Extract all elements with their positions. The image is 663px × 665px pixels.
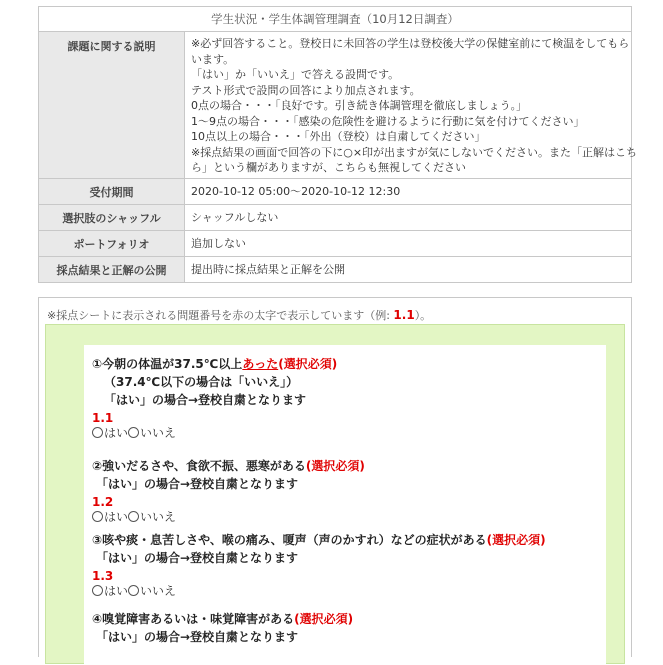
question-card [84, 345, 606, 665]
sheet-note [47, 307, 431, 323]
question-1-number: 1.1 [92, 411, 114, 425]
question-1-sub2: 「はい」の場合→登校自粛となります [104, 393, 307, 407]
question-panel [45, 324, 625, 664]
shuffle-value: シャッフルしない [191, 211, 279, 224]
sheet-note-example: 1.1 [393, 308, 415, 322]
option-no-label: いいえ [140, 426, 177, 440]
question-2 [92, 457, 365, 525]
sheet-note-prefix: ※採点シートに表示される問題番号を赤の太字で表示しています（例: [47, 309, 390, 322]
required-mark: (選択必須) [294, 612, 354, 626]
question-3-number: 1.3 [92, 569, 114, 583]
question-3-label: ③咳や痰・息苦しさや、喉の痛み、嗄声（声のかすれ）などの症状がある [92, 533, 487, 547]
portfolio-label: ポートフォリオ [39, 231, 185, 256]
question-1-highlight: あった [242, 357, 279, 371]
option-no-label: いいえ [140, 584, 177, 598]
description-line: ※採点結果の画面で回答の下に○×印が出ますが気にしないでください。また「正解はこち [191, 145, 638, 159]
option-yes-label: はい [104, 426, 129, 440]
option-yes-label: はい [104, 584, 129, 598]
period-value: 2020-10-12 05:00～2020-10-12 12:30 [191, 185, 401, 198]
publish-label: 採点結果と正解の公開 [39, 257, 185, 282]
publish-value: 提出時に採点結果と正解を公開 [191, 263, 345, 276]
required-mark: (選択必須) [278, 357, 338, 371]
question-1-label: ①今朝の体温が37.5℃以上 [92, 357, 243, 371]
radio-yes[interactable] [92, 511, 103, 522]
description-line: テスト形式で設問の回答により加点されます。 [191, 83, 421, 97]
question-2-text [92, 457, 365, 475]
question-3-sub2: 「はい」の場合→登校自粛となります [96, 551, 299, 565]
question-3 [92, 531, 546, 599]
question-3-text [92, 531, 546, 549]
radio-yes[interactable] [92, 585, 103, 596]
description-line: 1～9点の場合・・・「感染の危険性を避けるように行動に気を付けてください」 [191, 114, 585, 128]
required-mark: (選択必須) [305, 459, 365, 473]
question-1-sub1: （37.4℃以下の場合は「いいえ」） [104, 375, 299, 389]
assignment-info-table [38, 6, 638, 283]
sheet-note-suffix: ）。 [414, 309, 432, 322]
question-4-label: ④嗅覚障害あるいは・味覚障害がある [92, 612, 295, 626]
shuffle-label: 選択肢のシャッフル [39, 205, 185, 230]
question-4-text [92, 610, 353, 628]
portfolio-row [39, 231, 631, 257]
question-4 [92, 610, 353, 646]
period-label: 受付期間 [39, 179, 185, 204]
question-1 [92, 355, 337, 441]
scoring-sheet [38, 297, 632, 657]
option-yes-label: はい [104, 510, 129, 524]
question-2-options [92, 510, 365, 525]
question-3-options [92, 584, 546, 599]
description-line: 0点の場合・・・「良好です。引き続き体調管理を徹底しましょう。」 [191, 99, 528, 112]
radio-yes[interactable] [92, 427, 103, 438]
radio-no[interactable] [128, 427, 139, 438]
description-line: 「はい」か「いいえ」で答える設問です。 [191, 68, 400, 81]
radio-no[interactable] [128, 511, 139, 522]
description-line: ※必ず回答すること。登校日に未回答の学生は登校後大学の保健室前にて検温をしてもら [191, 37, 630, 50]
description-row [39, 32, 638, 179]
question-1-options [92, 426, 337, 441]
period-row [39, 179, 631, 205]
question-2-number: 1.2 [92, 495, 114, 509]
question-2-sub2: 「はい」の場合→登校自粛となります [96, 477, 299, 491]
question-4-sub2: 「はい」の場合→登校自粛となります [96, 630, 299, 644]
description-line: 10点以上の場合・・・「外出（登校）は自粛してください」 [191, 130, 486, 143]
publish-row [39, 257, 631, 282]
question-2-label: ②強いだるさや、食欲不振、悪寒がある [92, 459, 306, 473]
radio-no[interactable] [128, 585, 139, 596]
description-line: ら」という欄がありますが、こちらも無視してください [191, 161, 466, 174]
description-text [185, 32, 643, 178]
option-no-label: いいえ [140, 510, 177, 524]
required-mark: (選択必須) [486, 533, 546, 547]
description-label: 課題に関する説明 [39, 32, 185, 178]
shuffle-row [39, 205, 631, 231]
description-line: います。 [191, 52, 235, 66]
page-title: 学生状況・学生体調管理調査（10月12日調査） [39, 7, 631, 32]
question-1-text [92, 355, 337, 373]
portfolio-value: 追加しない [191, 237, 246, 250]
